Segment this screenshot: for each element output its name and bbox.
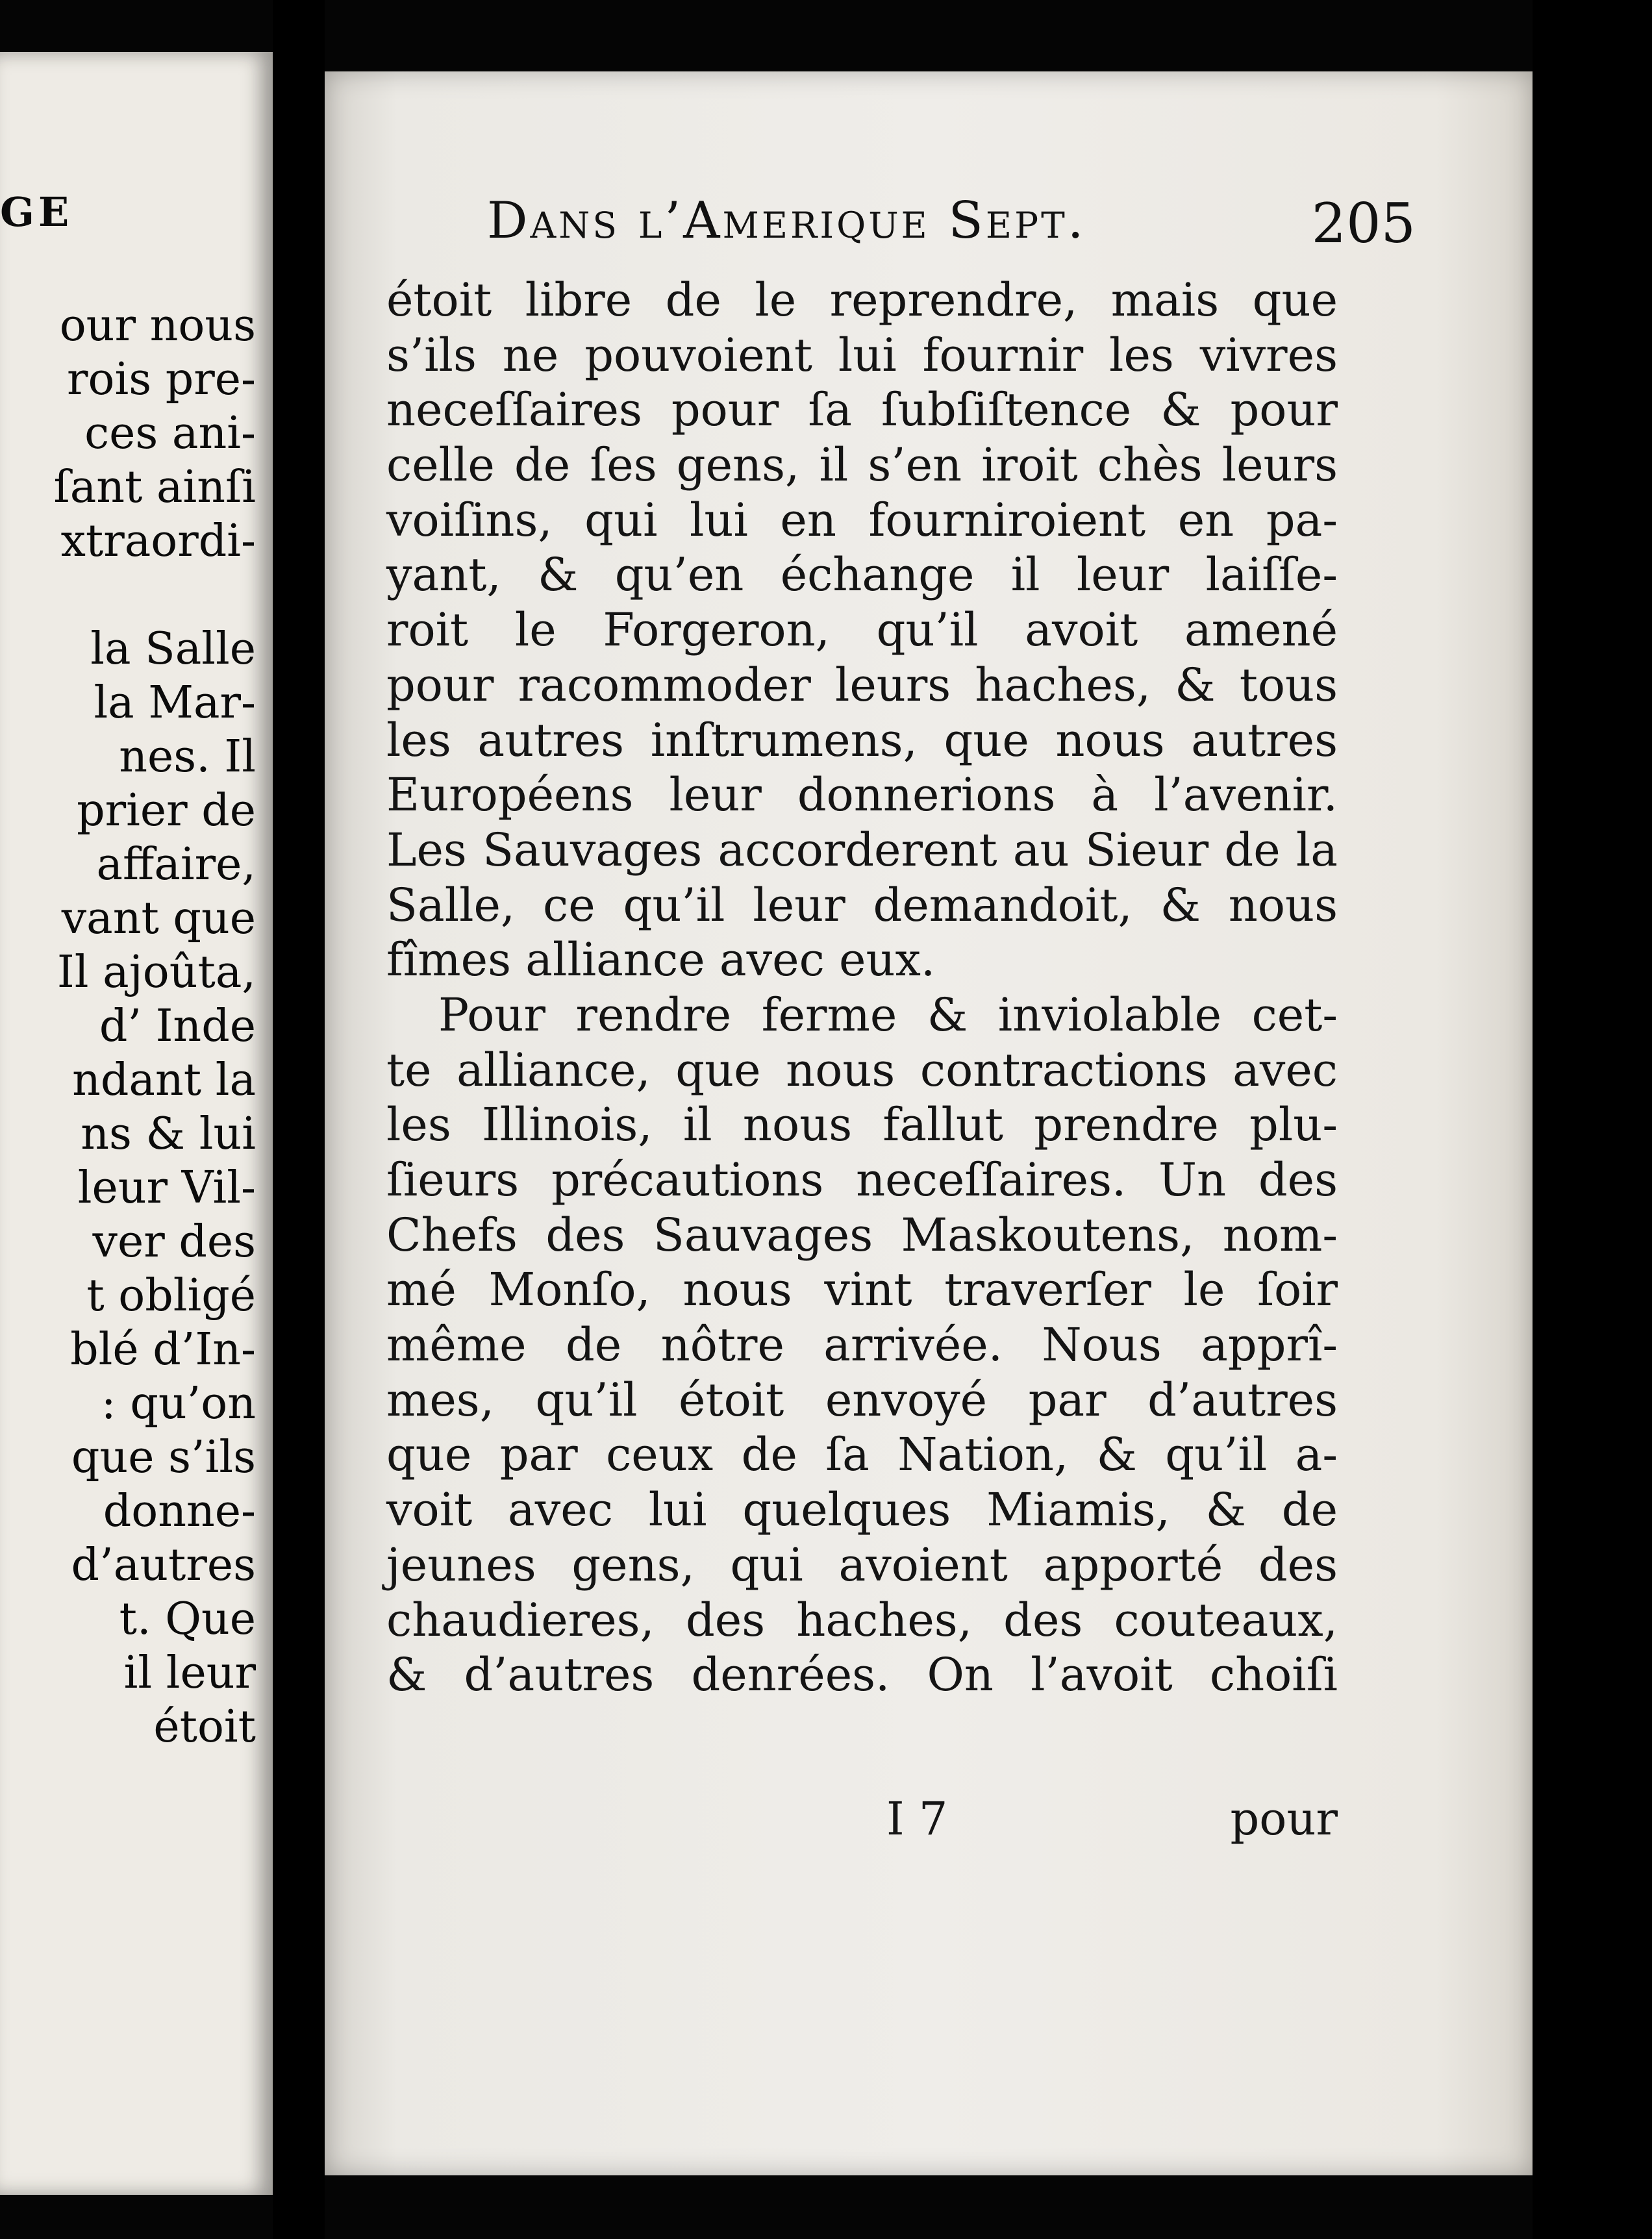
previous-page-line: t. Que (119, 1594, 256, 1645)
paragraph-first-line: Pour rendre ferme & inviolable cet- (438, 988, 1338, 1042)
text-line: Salle, ce qu’il leur demandoit, & nous (386, 878, 1338, 932)
running-head-title: Dans l’Amerique Sept. (487, 192, 1086, 250)
previous-page-line: : qu’on (101, 1378, 256, 1429)
previous-page-line: blé d’In- (70, 1324, 256, 1375)
previous-page-line: étoit (153, 1701, 256, 1753)
text-line: ſieurs précautions neceſſaires. Un des (386, 1153, 1338, 1207)
text-line: mes, qu’il étoit envoyé par d’autres (386, 1373, 1338, 1427)
previous-page-line: ces ani- (84, 408, 256, 459)
previous-page-line: our nous (59, 300, 256, 351)
previous-page-line: leur Vil- (77, 1162, 256, 1214)
text-line: chaudieres, des haches, des couteaux, (386, 1593, 1338, 1647)
page-body-text (386, 273, 1338, 1703)
previous-page-line: rois pre- (67, 354, 256, 405)
previous-page-line: d’ Inde (99, 1001, 256, 1052)
previous-page-line: t obligé (86, 1270, 256, 1321)
text-line: étoit libre de le reprendre, mais que (386, 273, 1338, 327)
text-line: Chefs des Sauvages Maskoutens, nom- (386, 1208, 1338, 1262)
text-line: voit avec lui quelques Miamis, & de (386, 1483, 1338, 1537)
text-line: jeunes gens, qui avoient apporté des (386, 1538, 1338, 1592)
text-line: roit le Forgeron, qu’il avoit amené (386, 603, 1338, 657)
previous-page-line: xtraordi- (60, 516, 256, 567)
previous-page-line: ndant la (72, 1055, 256, 1106)
previous-page-line: prier de (77, 785, 256, 836)
text-line: Les Sauvages accorderent au Sieur de la (386, 823, 1338, 877)
scan-right-margin (1533, 0, 1652, 2239)
previous-page-line: affaire, (96, 839, 256, 890)
text-line: neceſſaires pour ſa ſubſiſtence & pour (386, 383, 1338, 437)
previous-page-text (0, 299, 256, 1754)
previous-page-line: vant que (61, 893, 256, 944)
previous-page-line: il leur (123, 1647, 256, 1699)
text-line: pour racommoder leurs haches, & tous (386, 658, 1338, 712)
book-gutter (273, 0, 325, 2239)
previous-page-line: que s’ils (71, 1432, 256, 1483)
previous-page-line: d’autres (71, 1540, 256, 1591)
text-line: voiſins, qui lui en fourniroient en pa- (386, 493, 1338, 547)
previous-page-header: GE (0, 188, 73, 236)
previous-page-line: la Salle (90, 623, 256, 675)
previous-page-line: la Mar- (94, 677, 256, 729)
text-line: s’ils ne pouvoient lui fournir les vivres (386, 328, 1338, 382)
text-line: celle de ſes gens, il s’en iroit chès leurs (386, 438, 1338, 492)
paragraph-last-line: fîmes alliance avec eux. (386, 933, 936, 987)
catchword: pour (1230, 1792, 1338, 1845)
text-line: & d’autres denrées. On l’avoit choiſi (386, 1648, 1338, 1702)
running-head (487, 192, 1416, 263)
previous-page-fragment (0, 52, 273, 2195)
previous-page-line: nes. Il (119, 731, 256, 782)
previous-page-line (0, 568, 256, 622)
page-footer (386, 1792, 1338, 1857)
text-line: mé Monſo, nous vint traverſer le ſoir (386, 1263, 1338, 1317)
text-line: même de nôtre arrivée. Nous apprî- (386, 1318, 1338, 1372)
previous-page-line: ver des (92, 1216, 256, 1268)
previous-page-line: ſant ainſi (53, 462, 256, 513)
previous-page-line: ns & lui (81, 1108, 256, 1160)
text-line: yant, & qu’en échange il leur laiſſe- (386, 548, 1338, 602)
previous-page-line: donne- (103, 1486, 256, 1537)
text-line: Européens leur donnerions à l’avenir. (386, 768, 1338, 822)
page-number: 205 (1311, 192, 1416, 255)
text-line: les autres inſtrumens, que nous autres (386, 713, 1338, 767)
text-line: les Illinois, il nous fallut prendre plu- (386, 1098, 1338, 1152)
signature-mark: I 7 (886, 1792, 948, 1845)
previous-page-line: Il ajoûta, (56, 947, 256, 998)
book-page (325, 71, 1533, 2175)
text-line: te alliance, que nous contractions avec (386, 1043, 1338, 1097)
text-line: que par ceux de ſa Nation, & qu’il a- (386, 1428, 1338, 1482)
